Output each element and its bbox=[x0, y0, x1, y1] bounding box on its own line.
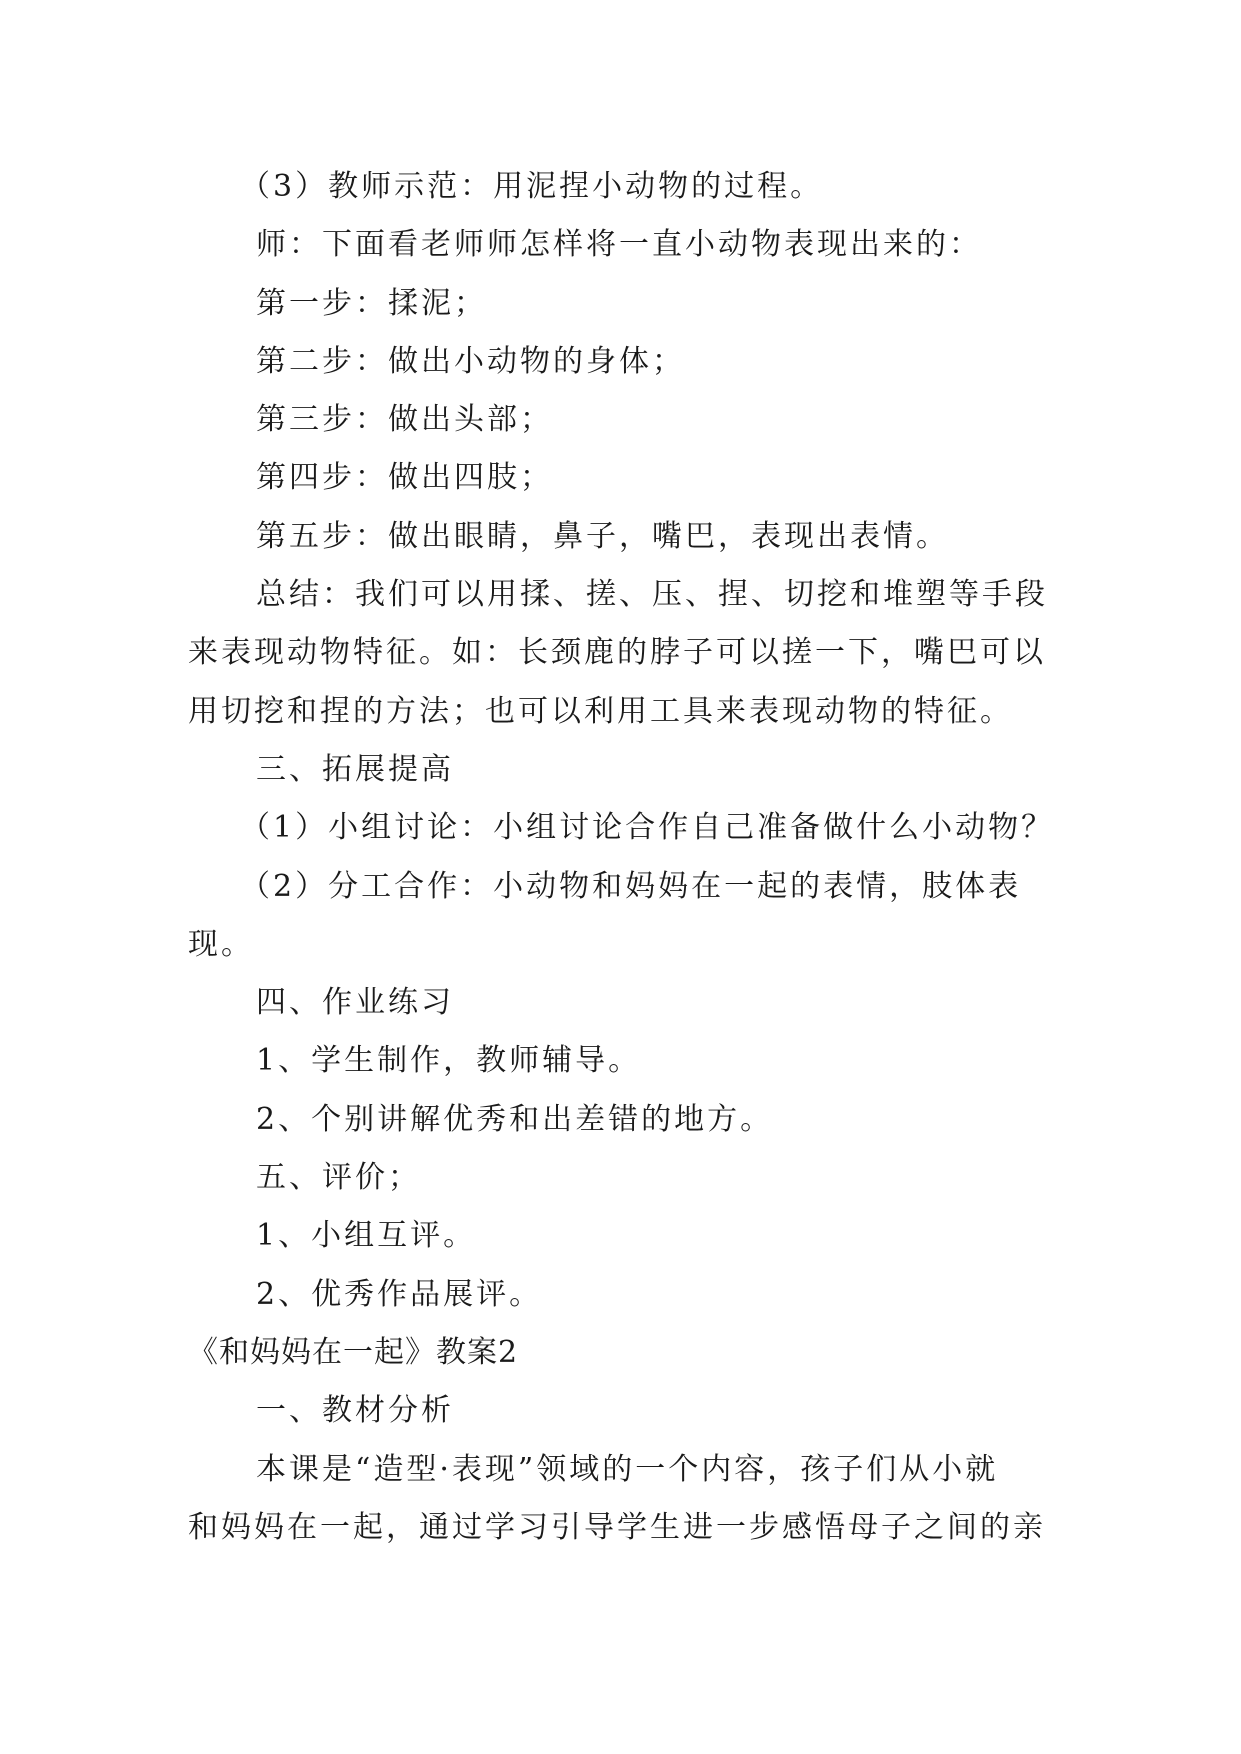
homework-item-1: 1、学生制作，教师辅导。 bbox=[256, 1043, 642, 1079]
step-2: 第二步：做出小动物的身体； bbox=[256, 343, 685, 379]
section-heading-homework: 四、作业练习 bbox=[256, 985, 454, 1021]
analysis-line-1: 本课是“造型·表现”领域的一个内容，孩子们从小就 bbox=[256, 1451, 999, 1487]
division-of-work-line-2: 现。 bbox=[188, 926, 254, 962]
step-3-demo: （3）教师示范：用泥捏小动物的过程。 bbox=[240, 169, 824, 204]
group-discussion: （1）小组讨论：小组讨论合作自己准备做什么小动物？ bbox=[240, 810, 1055, 846]
analysis-line-2: 和妈妈在一起，通过学习引导学生进一步感悟母子之间的亲 bbox=[188, 1509, 1046, 1545]
summary-line-3: 用切挖和捏的方法；也可以利用工具来表现动物的特征。 bbox=[188, 693, 1013, 729]
step-5: 第五步：做出眼睛，鼻子，嘴巴，表现出表情。 bbox=[256, 518, 949, 554]
section-heading-material-analysis: 一、教材分析 bbox=[256, 1393, 454, 1429]
summary-line-2: 来表现动物特征。如：长颈鹿的脖子可以搓一下，嘴巴可以 bbox=[188, 635, 1046, 671]
homework-item-2: 2、个别讲解优秀和出差错的地方。 bbox=[256, 1101, 774, 1137]
evaluation-item-1: 1、小组互评。 bbox=[256, 1218, 477, 1254]
summary-line-1: 总结：我们可以用揉、搓、压、捏、切挖和堆塑等手段 bbox=[256, 577, 1048, 613]
teacher-line: 师：下面看老师师怎样将一直小动物表现出来的： bbox=[256, 227, 982, 263]
document-body bbox=[188, 158, 1068, 1557]
step-1: 第一步：揉泥； bbox=[256, 285, 487, 321]
section-heading-extend: 三、拓展提高 bbox=[256, 751, 454, 787]
lesson-plan-title: 《和妈妈在一起》教案2 bbox=[188, 1334, 519, 1370]
step-3: 第三步：做出头部； bbox=[256, 402, 553, 438]
section-heading-evaluation: 五、评价； bbox=[256, 1160, 421, 1196]
evaluation-item-2: 2、优秀作品展评。 bbox=[256, 1276, 543, 1312]
step-4: 第四步：做出四肢； bbox=[256, 460, 553, 496]
division-of-work-line-1: （2）分工合作：小动物和妈妈在一起的表情，肢体表 bbox=[240, 868, 1022, 904]
